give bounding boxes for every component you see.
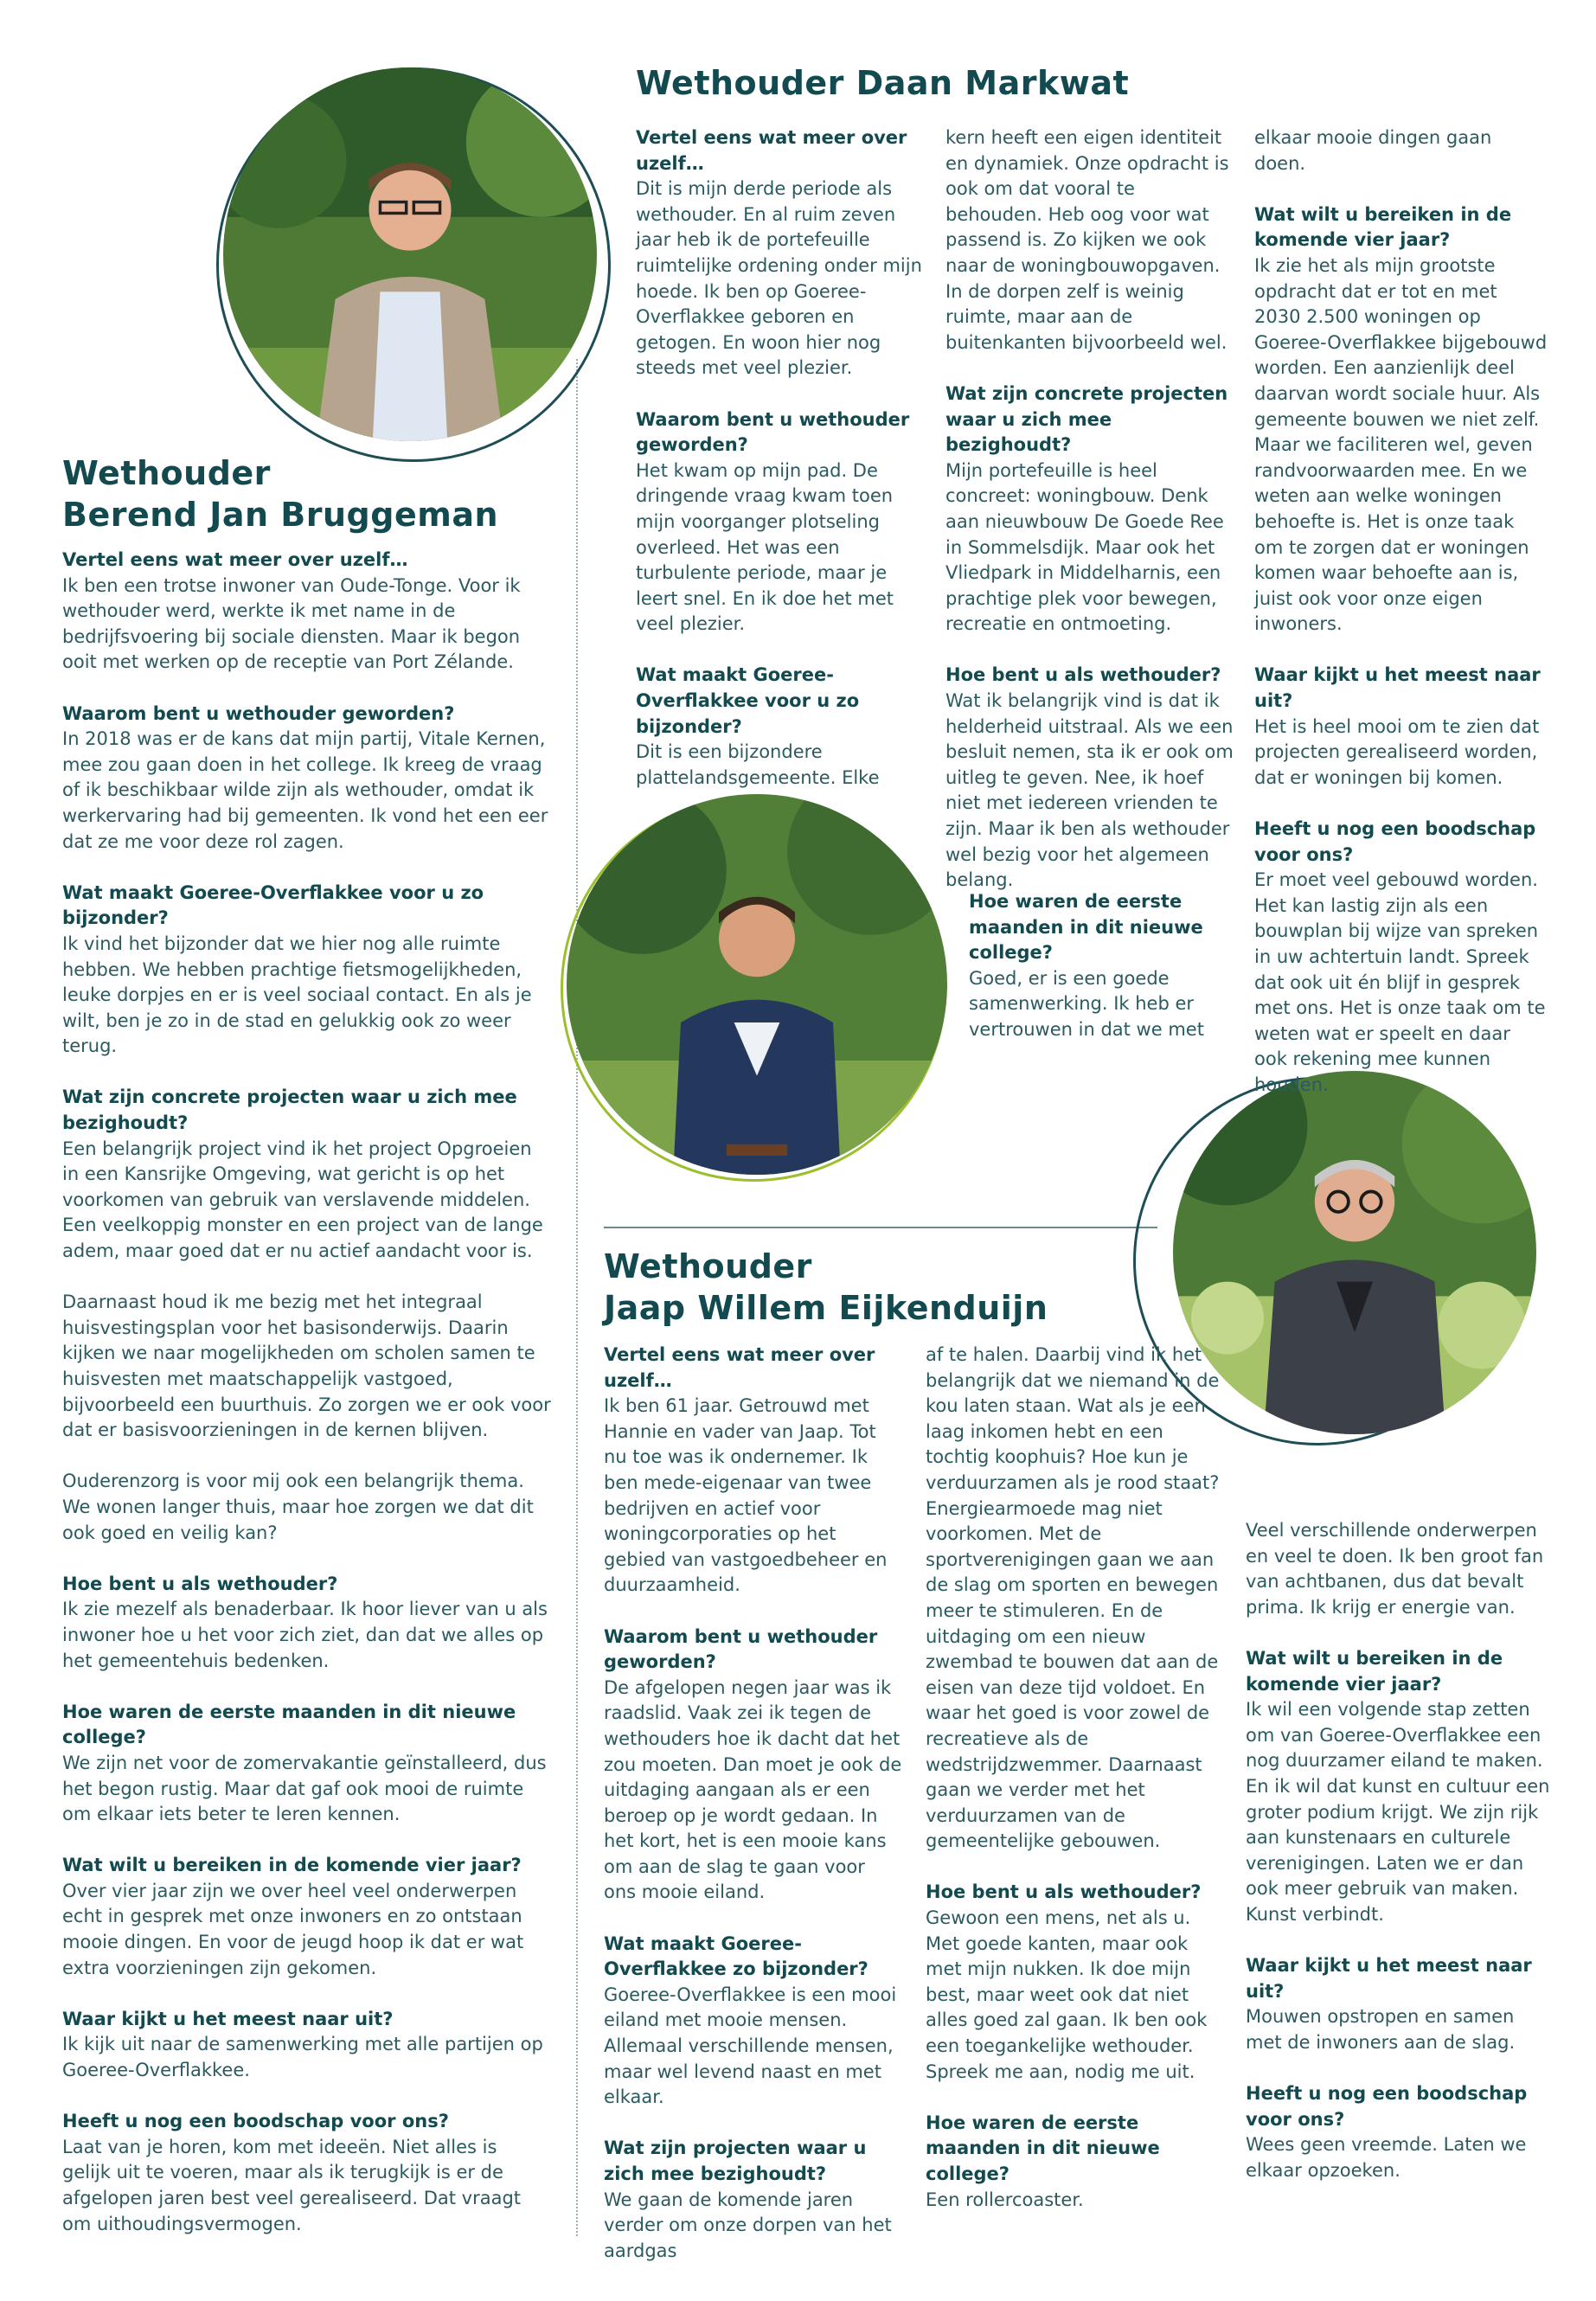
question: Wat maakt Goeree-Overflakkee voor u zo bijzonder? <box>636 664 860 737</box>
answer: We zijn net voor de zomervakantie geïnstalleerd, dus het begon rustig. Maar dat gaf ook mooi de ruimte om elkaar iets beter te leren kennen. <box>62 1752 547 1825</box>
title-bruggeman <box>62 452 498 535</box>
question: Hoe waren de eerste maanden in dit nieuwe college? <box>969 891 1203 964</box>
question: Waarom bent u wethouder geworden? <box>604 1625 878 1673</box>
question: Wat wilt u bereiken in de komende vier jaar? <box>1246 1647 1503 1695</box>
question: Vertel eens wat meer over uzelf… <box>62 549 408 570</box>
question: Heeft u nog een boodschap voor ons? <box>1246 2083 1528 2130</box>
question: Waarom bent u wethouder geworden? <box>636 408 910 456</box>
title-bruggeman-line1: Wethouder <box>62 454 271 492</box>
answer: Ouderenzorg is voor mij ook een belangrijk thema. We wonen langer thuis, maar hoe zorgen we dat dit ook goed en veilig kan? <box>62 1471 534 1543</box>
question: Vertel eens wat meer over uzelf… <box>636 127 907 174</box>
answer: Ik ben een trotse inwoner van Oude-Tonge. Voor ik wethouder werd, werkte ik met name in de bedrijfsvoering bij sociale diensten. Maar ik begon ooit met werken op de receptie van Port Zélande. <box>62 574 521 673</box>
answer: Over vier jaar zijn we over heel veel onderwerpen echt in gesprek met onze inwoners en zo ontstaan mooie dingen. En voor de jeugd hoop ik dat er wat extra voorzieningen zijn gekomen. <box>62 1880 524 1978</box>
question: Wat zijn concrete projecten waar u zich mee bezighoudt? <box>945 382 1228 456</box>
answer: Gewoon een mens, net als u. Met goede kanten, maar ook met mijn nukken. Ik doe mijn best, maar weet ook dat niet alles goed zal gaan. Ik ben ook een toegankelijke wethouder. Spreek me aan, nodig me uit. <box>926 1907 1208 2082</box>
answer: kern heeft een eigen identiteit en dynamiek. Onze opdracht is ook om dat vooral te behouden. Heb oog voor wat passend is. Zo kijken we ook naar de woningbouwopgaven. In de dorpen zelf is weinig ruimte, maar aan de buitenkanten bijvoorbeeld wel. <box>945 127 1229 353</box>
answer: Wat ik belangrijk vind is dat ik helderheid uitstraal. Als we een besluit nemen, sta ik er ook om uitleg te geven. Nee, ik hoef niet met iedereen vrienden te zijn. Maar ik ben als wethouder wel bezig voor het algemeen belang. <box>945 690 1234 891</box>
section-divider-horizontal <box>604 1227 1157 1228</box>
question: Waarom bent u wethouder geworden? <box>62 702 455 724</box>
answer: Een rollercoaster. <box>926 2189 1084 2210</box>
answer: Mouwen opstropen en samen met de inwoners aan de slag. <box>1246 2006 1516 2053</box>
answer: Het kwam op mijn pad. De dringende vraag kwam toen mijn voorganger plotseling overleed. Het was een turbulente periode, maar je leert snel. En ik doe het met veel plezier. <box>636 459 894 635</box>
question: Wat wilt u bereiken in de komende vier jaar? <box>62 1855 522 1876</box>
answer: We gaan de komende jaren verder om onze dorpen van het aardgas <box>604 2189 892 2261</box>
answer: Ik zie mezelf als benaderbaar. Ik hoor liever van u als inwoner hoe u het voor zich ziet, dan dat we alles op het gemeentehuis bedenken. <box>62 1599 548 1671</box>
question: Vertel eens wat meer over uzelf… <box>604 1344 875 1391</box>
answer: Veel verschillende onderwerpen en veel te doen. Ik ben groot fan van achtbanen, dus dat bevalt prima. Ik krijg er energie van. <box>1246 1520 1544 1618</box>
eijkenduijn-column-3 <box>1246 1518 1553 2183</box>
question: Waar kijkt u het meest naar uit? <box>62 2008 394 2029</box>
markwat-column-3 <box>1254 125 1548 1099</box>
question: Waar kijkt u het meest naar uit? <box>1246 1955 1532 2002</box>
question: Hoe bent u als wethouder? <box>62 1573 338 1594</box>
question: Hoe waren de eerste maanden in dit nieuwe college? <box>62 1701 516 1748</box>
title-eijkenduijn <box>604 1246 1048 1329</box>
answer: elkaar mooie dingen gaan doen. <box>1254 127 1492 174</box>
question: Heeft u nog een boodschap voor ons? <box>1254 818 1536 865</box>
answer: Wees geen vreemde. Laten we elkaar opzoeken. <box>1246 2134 1527 2181</box>
markwat-column-2b <box>969 889 1220 1043</box>
title-eijkenduijn-line1: Wethouder <box>604 1247 812 1285</box>
column-divider-vertical <box>576 359 578 2236</box>
answer: Goed, er is een goede samenwerking. Ik heb er vertrouwen in dat we met <box>969 967 1204 1040</box>
answer: Een belangrijk project vind ik het project Opgroeien in een Kansrijke Omgeving, wat gericht is op het voorkomen van gebruik van verslavende middelen. Een veelkoppig monster en een project van de lange adem, maar goed dat er nu actief aandacht voor is. <box>62 1138 543 1262</box>
portrait-markwat <box>567 794 947 1175</box>
title-eijkenduijn-line2: Jaap Willem Eijkenduijn <box>604 1289 1048 1327</box>
answer: af te halen. Daarbij vind ik het belangrijk dat we niemand in de kou laten staan. Wat als je een laag inkomen hebt en een tochtig koophuis? Hoe kun je verduurzamen als je rood staat? Energiearmoede mag niet voorkomen. Met de sportverenigingen gaan we aan de slag om sporten en bewegen meer te stimuleren. En de uitdaging om een nieuw zwembad te bouwen dat aan de eisen van deze tijd voldoet. En waar het goed is voor zowel de recreatieve als de wedstrijdzwemmer. Daarnaast gaan we verder met het verduurzamen van de gemeentelijke gebouwen. <box>926 1344 1220 1852</box>
bruggeman-column <box>62 548 551 2237</box>
markwat-column-1 <box>636 125 926 791</box>
eijkenduijn-column-1 <box>604 1343 902 2264</box>
question: Wat maakt Goeree-Overflakkee voor u zo bijzonder? <box>62 881 484 929</box>
portrait-eijkenduijn <box>1173 1071 1536 1434</box>
portrait-bruggeman <box>223 67 597 441</box>
answer: Er moet veel gebouwd worden. Het kan lastig zijn als een bouwplan bij wijze van spreken in uw achtertuin landt. Spreek dat ook uit én blijf in gesprek met ons. Het is onze taak om te weten wat er speelt en daar ook rekening mee kunnen houden. <box>1254 869 1546 1095</box>
answer: In 2018 was er de kans dat mijn partij, Vitale Kernen, mee zou gaan doen in het college. Ik kreeg de vraag of ik beschikbaar wilde zijn als wethouder, omdat ik werkervaring had bij gemeenten. Ik vond het een eer dat ze me voor deze rol zagen. <box>62 728 548 852</box>
answer: Daarnaast houd ik me bezig met het integraal huisvestingsplan voor het basisonderwijs. Daarin kijken we naar mogelijkheden om scholen samen te huisvesten met maatschappelijk vastgoed, bijvoorbeeld een buurthuis. Zo zorgen we er ook voor dat er basisvoorzieningen in de kernen blijven. <box>62 1292 551 1441</box>
question: Hoe waren de eerste maanden in dit nieuwe college? <box>926 2112 1160 2184</box>
answer: Ik kijk uit naar de samenwerking met alle partijen op Goeree-Overflakkee. <box>62 2034 543 2081</box>
answer: Ik ben 61 jaar. Getrouwd met Hannie en vader van Jaap. Tot nu toe was ik ondernemer. Ik ben mede-eigenaar van twee bedrijven en actief voor woningcorporaties op het gebied van vastgoedbeheer en duurzaamheid. <box>604 1395 888 1596</box>
answer: Ik wil een volgende stap zetten om van Goeree-Overflakkee een nog duurzamer eiland te maken. En ik wil dat kunst en cultuur een groter podium krijgt. We zijn rijk aan kunstenaars en culturele verenigingen. Laten we er dan ook meer gebruik van maken. Kunst verbindt. <box>1246 1699 1550 1925</box>
question: Hoe bent u als wethouder? <box>945 664 1221 686</box>
answer: Dit is mijn derde periode als wethouder. En al ruim zeven jaar heb ik de portefeuille ruimtelijke ordening onder mijn hoede. Ik ben op Goeree-Overflakkee geboren en getogen. En woon hier nog steeds met veel plezier. <box>636 178 922 379</box>
answer: Dit is een bijzondere plattelandsgemeente. Elke <box>636 741 880 788</box>
answer: Ik vind het bijzonder dat we hier nog alle ruimte hebben. We hebben prachtige fietsmogelijkheden, leuke dorpjes en er is veel sociaal contact. En als je wilt, ben je zo in de stad en gelukkig ook zo weer terug. <box>62 933 532 1057</box>
answer: De afgelopen negen jaar was ik raadslid. Vaak zei ik tegen de wethouders hoe ik dacht dat het zou moeten. Dan moet je ook de uitdaging aangaan als er een beroep op je wordt gedaan. In het kort, het is een mooie kans om aan de slag te gaan voor ons mooie eiland. <box>604 1676 902 1903</box>
answer: Laat van je horen, kom met ideeën. Niet alles is gelijk uit te voeren, maar als ik terugkijk is er de afgelopen jaren best veel gerealiseerd. Dat vraagt om uithoudingsvermogen. <box>62 2136 522 2234</box>
question: Wat zijn concrete projecten waar u zich mee bezighoudt? <box>62 1086 517 1134</box>
eijkenduijn-column-2 <box>926 1343 1224 2213</box>
question: Waar kijkt u het meest naar uit? <box>1254 664 1541 712</box>
answer: Het is heel mooi om te zien dat projecten gerealiseerd worden, dat er woningen bij komen. <box>1254 715 1540 788</box>
answer: Goeree-Overflakkee is een mooi eiland met mooie mensen. Allemaal verschillende mensen, maar wel levend naast en met elkaar. <box>604 1984 897 2108</box>
question: Wat maakt Goeree-Overflakkee zo bijzonder? <box>604 1932 869 1980</box>
question: Heeft u nog een boodschap voor ons? <box>62 2111 449 2132</box>
answer: Ik zie het als mijn grootste opdracht dat er tot en met 2030 2.500 woningen op Goeree-Overflakkee bijgebouwd worden. Een aanzienlijk deel daarvan wordt sociale huur. Als gemeente bouwen we niet zelf. Maar we faciliteren wel, geven randvoorwaarden mee. En we weten aan welke woningen behoefte is. Het is onze taak om te zorgen dat er woningen komen waar behoefte aan is, juist ook voor onze eigen inwoners. <box>1254 254 1548 635</box>
title-bruggeman-line2: Berend Jan Bruggeman <box>62 496 499 534</box>
question: Wat wilt u bereiken in de komende vier jaar? <box>1254 203 1512 251</box>
markwat-column-2 <box>945 125 1235 919</box>
question: Hoe bent u als wethouder? <box>926 1881 1202 1903</box>
question: Wat zijn projecten waar u zich mee bezighoudt? <box>604 2138 867 2184</box>
answer: Mijn portefeuille is heel concreet: woningbouw. Denk aan nieuwbouw De Goede Ree in Sommelsdijk. Maar ook het Vliedpark in Middelharnis, een prachtige plek voor bewegen, recreatie en ontmoeting. <box>945 459 1224 635</box>
title-markwat: Wethouder Daan Markwat <box>636 64 1130 102</box>
